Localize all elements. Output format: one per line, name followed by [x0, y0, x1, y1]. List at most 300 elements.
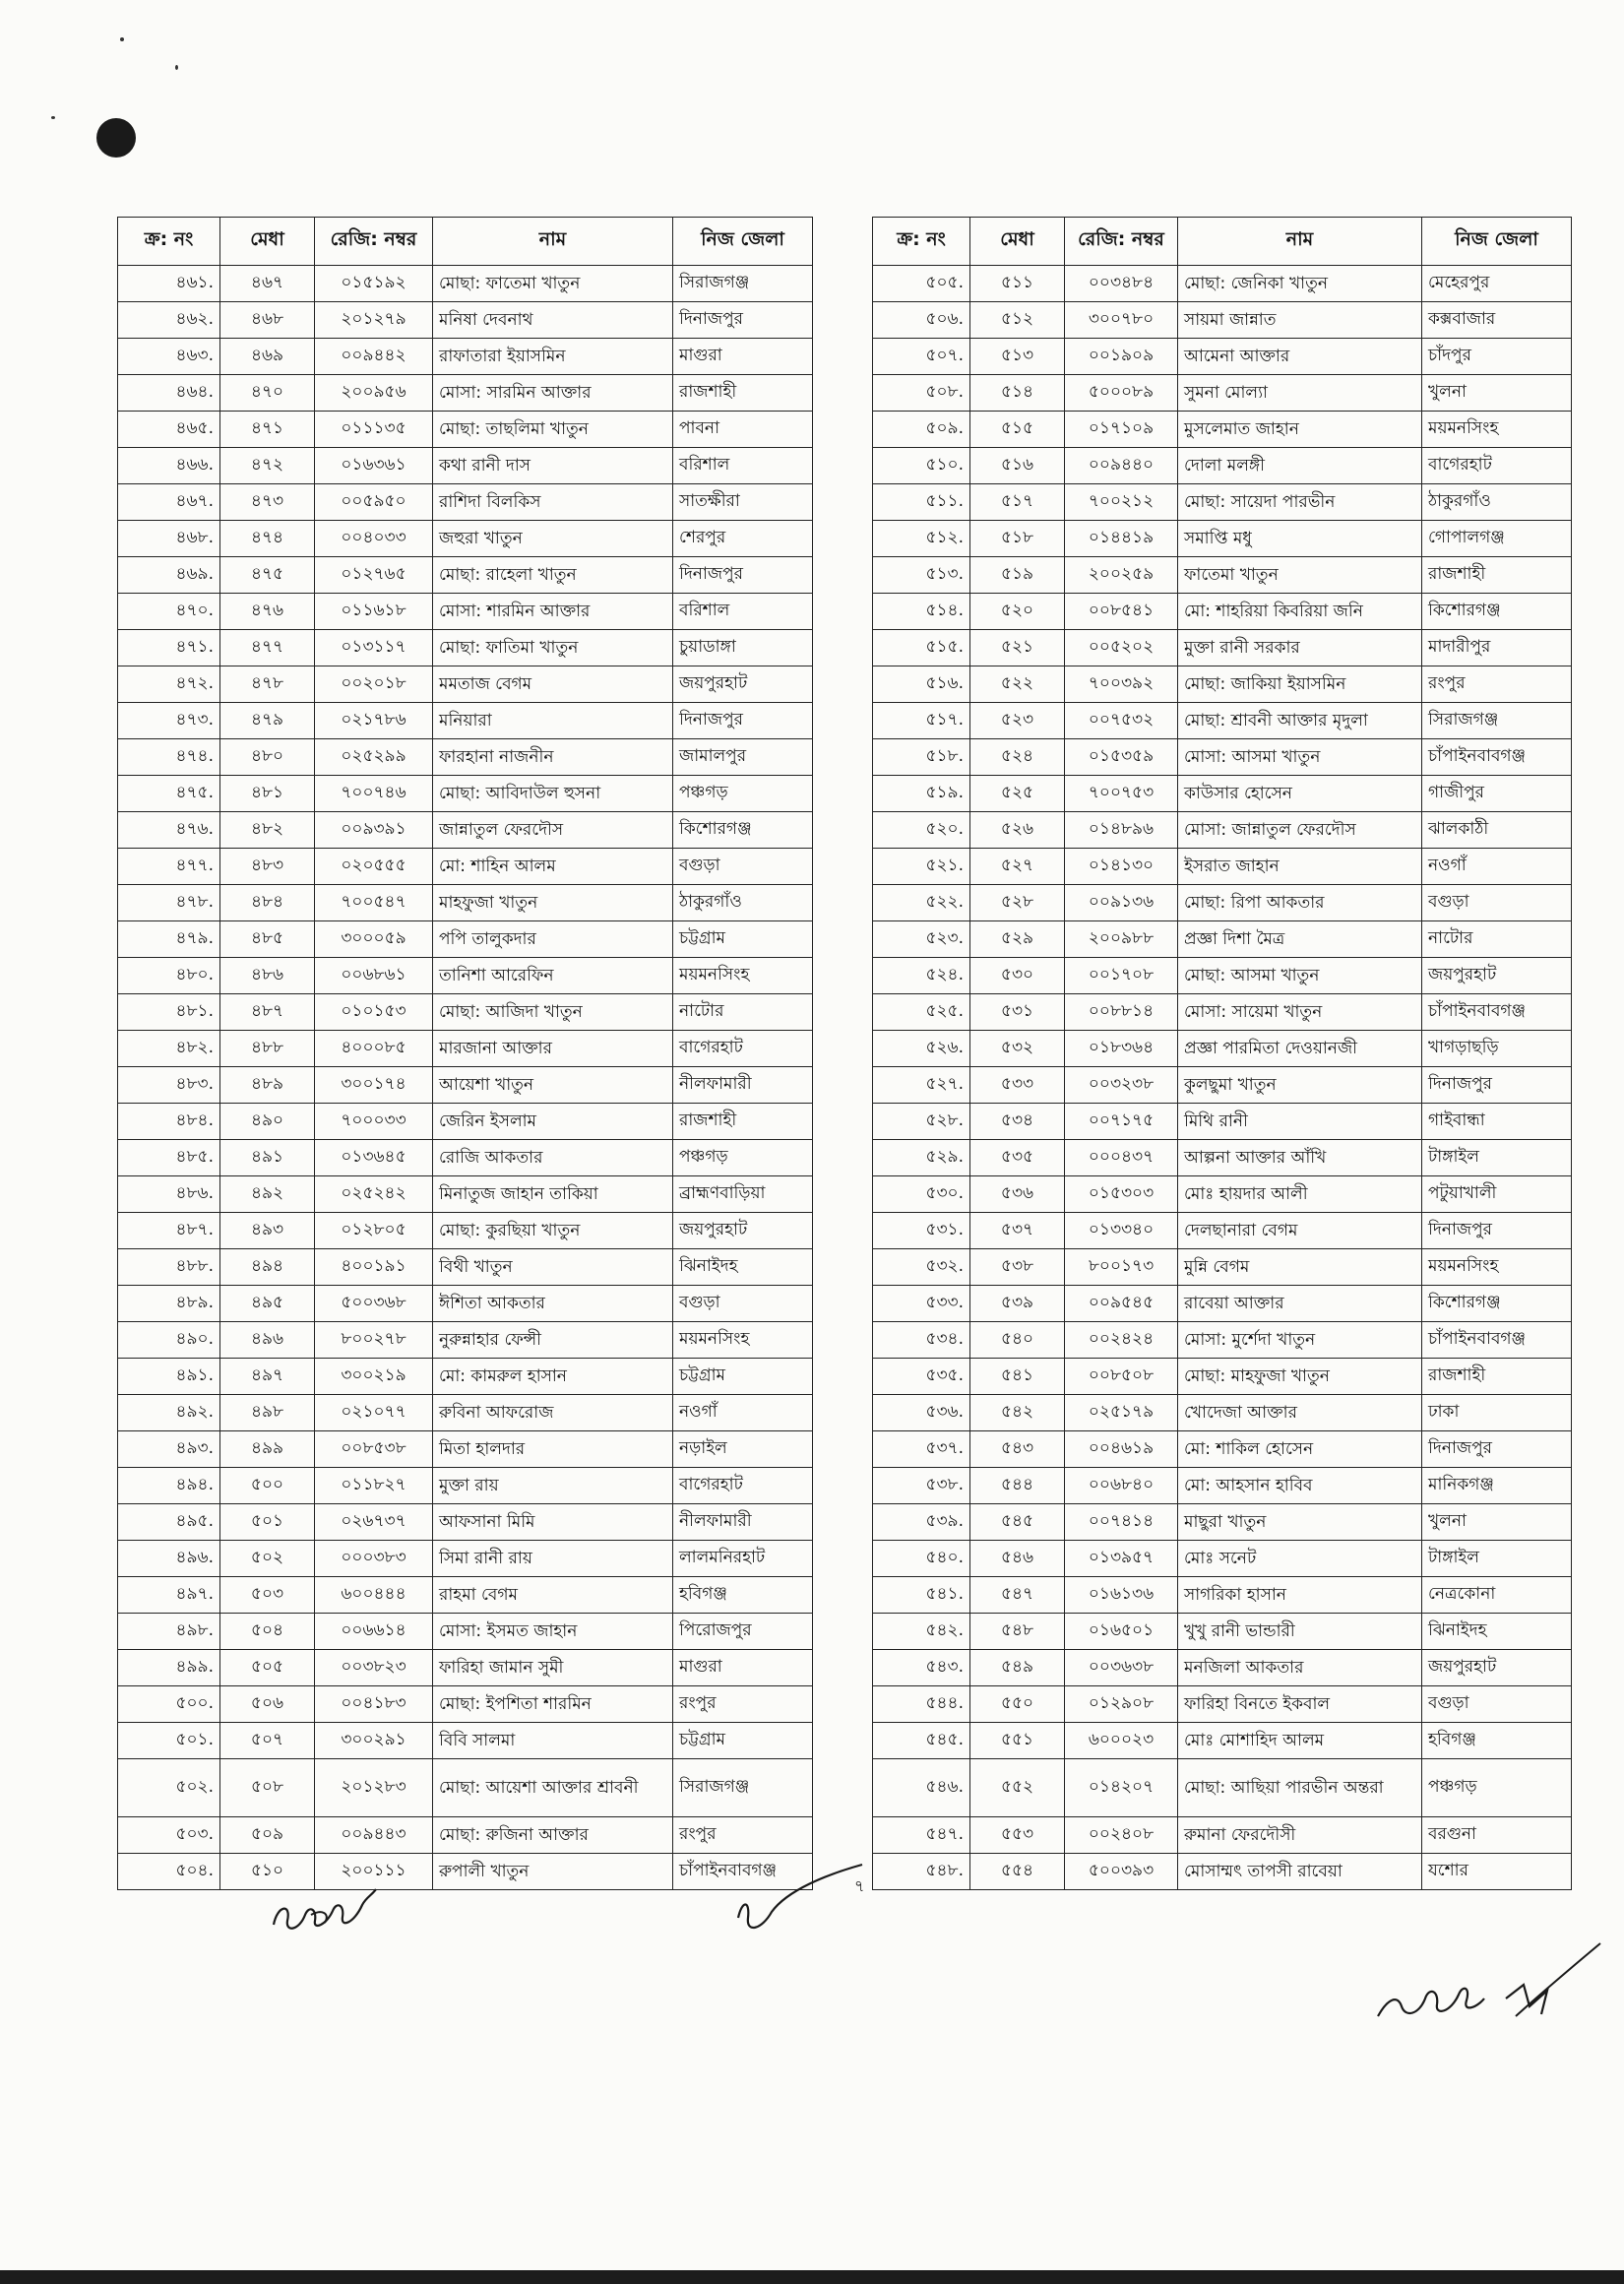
cell-merit: ৪৭৮: [220, 666, 315, 703]
table-row: [118, 375, 813, 412]
cell-name: মমতাজ বেগম: [433, 666, 673, 703]
cell-serial: ৫০৬.: [873, 302, 970, 339]
cell-registration: ০১২৮০৫: [315, 1213, 433, 1249]
cell-serial: ৪৬৫.: [118, 412, 220, 448]
cell-merit: ৪৮৫: [220, 921, 315, 958]
cell-name: তানিশা আরেফিন: [433, 958, 673, 994]
cell-serial: ৪৮৭.: [118, 1213, 220, 1249]
cell-district: বাগেরহাট: [1422, 448, 1572, 484]
cell-name: আফসানা মিমি: [433, 1504, 673, 1541]
cell-merit: ৫৫৪: [970, 1854, 1065, 1890]
cell-merit: ৪৯৪: [220, 1249, 315, 1286]
cell-district: ময়মনসিংহ: [673, 958, 813, 994]
cell-serial: ৪৭৪.: [118, 739, 220, 776]
cell-name: মোঃ সনেট: [1178, 1541, 1422, 1577]
cell-serial: ৫২৭.: [873, 1067, 970, 1104]
cell-serial: ৪৭৫.: [118, 776, 220, 812]
table-row: [873, 1322, 1572, 1359]
header-district: নিজ জেলা: [1422, 218, 1572, 266]
cell-name: মোছা: ইপশিতা শারমিন: [433, 1686, 673, 1723]
scan-speck: [175, 65, 178, 70]
cell-district: বগুড়া: [673, 1286, 813, 1322]
table-row: [873, 1431, 1572, 1468]
cell-district: জয়পুরহাট: [1422, 1650, 1572, 1686]
cell-name: ফারিহা বিনতে ইকবাল: [1178, 1686, 1422, 1723]
cell-serial: ৫০৯.: [873, 412, 970, 448]
table-row: [118, 484, 813, 521]
cell-registration: ০০৮৫৪১: [1065, 594, 1178, 630]
cell-registration: ৩০০৭৮০: [1065, 302, 1178, 339]
cell-name: সায়মা জান্নাত: [1178, 302, 1422, 339]
cell-serial: ৫২১.: [873, 849, 970, 885]
table-row: [873, 739, 1572, 776]
cell-district: ঝিনাইদহ: [1422, 1614, 1572, 1650]
header-name: নাম: [433, 218, 673, 266]
cell-name: মোছা: সায়েদা পারভীন: [1178, 484, 1422, 521]
cell-serial: ৪৭০.: [118, 594, 220, 630]
cell-district: গোপালগঞ্জ: [1422, 521, 1572, 557]
cell-district: ব্রাহ্মণবাড়িয়া: [673, 1176, 813, 1213]
cell-registration: ০২৫২৪২: [315, 1176, 433, 1213]
cell-registration: ০১১৮২৭: [315, 1468, 433, 1504]
cell-serial: ৫০৫.: [873, 266, 970, 302]
cell-merit: ৪৭৪: [220, 521, 315, 557]
cell-district: যশোর: [1422, 1854, 1572, 1890]
cell-district: বরগুনা: [1422, 1817, 1572, 1854]
table-row: [873, 1286, 1572, 1322]
cell-name: দেলছানারা বেগম: [1178, 1213, 1422, 1249]
cell-registration: ০১৫৩৫৯: [1065, 739, 1178, 776]
cell-name: কথা রানী দাস: [433, 448, 673, 484]
table-row: [873, 776, 1572, 812]
table-row: [118, 266, 813, 302]
cell-serial: ৫৩২.: [873, 1249, 970, 1286]
cell-registration: ০০৯১৩৬: [1065, 885, 1178, 921]
table-row: [873, 921, 1572, 958]
cell-district: নাটোর: [673, 994, 813, 1031]
cell-serial: ৪৬৮.: [118, 521, 220, 557]
table-row: [118, 1176, 813, 1213]
cell-district: ঠাকুরগাঁও: [1422, 484, 1572, 521]
cell-merit: ৫১২: [970, 302, 1065, 339]
cell-registration: ০১৪৪১৯: [1065, 521, 1178, 557]
cell-name: বিথী খাতুন: [433, 1249, 673, 1286]
cell-serial: ৫১০.: [873, 448, 970, 484]
cell-merit: ৫১৮: [970, 521, 1065, 557]
table-row: [118, 1249, 813, 1286]
table-row: [873, 812, 1572, 849]
cell-district: চাঁপাইনবাবগঞ্জ: [1422, 739, 1572, 776]
table-row: [873, 1854, 1572, 1890]
cell-merit: ৫২৩: [970, 703, 1065, 739]
cell-registration: ২০১২৮৩: [315, 1759, 433, 1817]
cell-serial: ৫০৭.: [873, 339, 970, 375]
cell-name: মোছা: জাকিয়া ইয়াসমিন: [1178, 666, 1422, 703]
cell-merit: ৫২৬: [970, 812, 1065, 849]
cell-district: বাগেরহাট: [673, 1468, 813, 1504]
cell-merit: ৫৫২: [970, 1759, 1065, 1817]
table-row: [118, 1213, 813, 1249]
header-district: নিজ জেলা: [673, 218, 813, 266]
cell-registration: ০০৪১৮৩: [315, 1686, 433, 1723]
cell-serial: ৫৩৯.: [873, 1504, 970, 1541]
cell-district: হবিগঞ্জ: [1422, 1723, 1572, 1759]
cell-merit: ৫৪৭: [970, 1577, 1065, 1614]
cell-merit: ৫১১: [970, 266, 1065, 302]
cell-serial: ৪৬৬.: [118, 448, 220, 484]
table-row: [873, 885, 1572, 921]
cell-serial: ৫১৪.: [873, 594, 970, 630]
cell-merit: ৫১৬: [970, 448, 1065, 484]
cell-district: বরিশাল: [673, 448, 813, 484]
cell-merit: ৪৭২: [220, 448, 315, 484]
cell-name: ফারহানা নাজনীন: [433, 739, 673, 776]
table-row: [118, 594, 813, 630]
table-row: [118, 1759, 813, 1817]
cell-registration: ০১৬১৩৬: [1065, 1577, 1178, 1614]
cell-serial: ৫৩১.: [873, 1213, 970, 1249]
cell-name: আল্পনা আক্তার আঁখি: [1178, 1140, 1422, 1176]
cell-district: মাদারীপুর: [1422, 630, 1572, 666]
table-row: [118, 1723, 813, 1759]
cell-district: গাজীপুর: [1422, 776, 1572, 812]
cell-district: খুলনা: [1422, 375, 1572, 412]
cell-serial: ৫৪২.: [873, 1614, 970, 1650]
cell-merit: ৫৩৮: [970, 1249, 1065, 1286]
cell-district: জয়পুরহাট: [673, 666, 813, 703]
cell-serial: ৪৬১.: [118, 266, 220, 302]
cell-name: ইসরাত জাহান: [1178, 849, 1422, 885]
cell-merit: ৪৯৮: [220, 1395, 315, 1431]
cell-name: মো: কামরুল হাসান: [433, 1359, 673, 1395]
cell-registration: ৮০০১৭৩: [1065, 1249, 1178, 1286]
cell-name: খুখু রানী ভান্ডারী: [1178, 1614, 1422, 1650]
table-row: [118, 776, 813, 812]
cell-merit: ৫৫৩: [970, 1817, 1065, 1854]
cell-registration: ০১৩৯৫৭: [1065, 1541, 1178, 1577]
cell-merit: ৫৫০: [970, 1686, 1065, 1723]
cell-registration: ০০৮৫০৮: [1065, 1359, 1178, 1395]
table-row: [118, 666, 813, 703]
signature-left: [266, 1875, 384, 1944]
cell-merit: ৫১৭: [970, 484, 1065, 521]
roster-table-right: [872, 217, 1572, 1890]
cell-merit: ৪৮৭: [220, 994, 315, 1031]
cell-name: মনিয়ারা: [433, 703, 673, 739]
cell-serial: ৫২৮.: [873, 1104, 970, 1140]
cell-district: বরিশাল: [673, 594, 813, 630]
cell-district: বগুড়া: [1422, 885, 1572, 921]
table-row: [873, 1759, 1572, 1817]
cell-serial: ৪৯৬.: [118, 1541, 220, 1577]
cell-district: ঝালকাঠী: [1422, 812, 1572, 849]
cell-name: ঈশিতা আকতার: [433, 1286, 673, 1322]
cell-registration: ৬০০০২৩: [1065, 1723, 1178, 1759]
header-merit: মেধা: [970, 218, 1065, 266]
cell-district: সিরাজগঞ্জ: [673, 1759, 813, 1817]
cell-name: মুন্নি বেগম: [1178, 1249, 1422, 1286]
cell-name: খোদেজা আক্তার: [1178, 1395, 1422, 1431]
cell-district: মানিকগঞ্জ: [1422, 1468, 1572, 1504]
table-row: [118, 1104, 813, 1140]
table-row: [118, 812, 813, 849]
cell-merit: ৫৩৪: [970, 1104, 1065, 1140]
cell-merit: ৫০৮: [220, 1759, 315, 1817]
cell-registration: ০০৭৪১৪: [1065, 1504, 1178, 1541]
cell-registration: ০০৯৩৯১: [315, 812, 433, 849]
cell-merit: ৫৩০: [970, 958, 1065, 994]
cell-registration: ৭০০৫৪৭: [315, 885, 433, 921]
cell-merit: ৪৭৭: [220, 630, 315, 666]
cell-name: মিতা হালদার: [433, 1431, 673, 1468]
cell-registration: ০০৩২৩৮: [1065, 1067, 1178, 1104]
cell-serial: ৫২০.: [873, 812, 970, 849]
cell-registration: ৩০০২১৯: [315, 1359, 433, 1395]
cell-merit: ৫১৫: [970, 412, 1065, 448]
cell-registration: ৭০০০৩৩: [315, 1104, 433, 1140]
cell-merit: ৫১৪: [970, 375, 1065, 412]
cell-serial: ৫৩৫.: [873, 1359, 970, 1395]
cell-district: জয়পুরহাট: [673, 1213, 813, 1249]
cell-merit: ৫০৪: [220, 1614, 315, 1650]
cell-registration: ৫০০০৮৯: [1065, 375, 1178, 412]
cell-serial: ৫৪৮.: [873, 1854, 970, 1890]
cell-serial: ৪৮০.: [118, 958, 220, 994]
cell-registration: ০১৩৬৪৫: [315, 1140, 433, 1176]
cell-name: মোছা: আজিদা খাতুন: [433, 994, 673, 1031]
cell-district: বগুড়া: [1422, 1686, 1572, 1723]
cell-serial: ৪৮৯.: [118, 1286, 220, 1322]
cell-registration: ০১৫৩০৩: [1065, 1176, 1178, 1213]
cell-name: কাউসার হোসেন: [1178, 776, 1422, 812]
cell-merit: ৪৮৩: [220, 849, 315, 885]
cell-registration: ০১০১৫৩: [315, 994, 433, 1031]
cell-name: মাছুরা খাতুন: [1178, 1504, 1422, 1541]
table-row: [873, 1723, 1572, 1759]
cell-merit: ৫৩২: [970, 1031, 1065, 1067]
cell-merit: ৫২৭: [970, 849, 1065, 885]
cell-name: মোসা: সারমিন আক্তার: [433, 375, 673, 412]
header-reg: রেজি: নম্বর: [315, 218, 433, 266]
cell-serial: ৪৯২.: [118, 1395, 220, 1431]
cell-merit: ৫০৫: [220, 1650, 315, 1686]
cell-serial: ৫০১.: [118, 1723, 220, 1759]
table-row: [873, 1504, 1572, 1541]
cell-district: মেহেরপুর: [1422, 266, 1572, 302]
cell-district: কক্সবাজার: [1422, 302, 1572, 339]
header-name: নাম: [1178, 218, 1422, 266]
cell-merit: ৫৪৩: [970, 1431, 1065, 1468]
cell-merit: ৫২৮: [970, 885, 1065, 921]
cell-merit: ৪৮১: [220, 776, 315, 812]
table-row: [118, 1854, 813, 1890]
cell-merit: ৪৮৯: [220, 1067, 315, 1104]
cell-registration: ৭০০৩৯২: [1065, 666, 1178, 703]
cell-registration: ০০৩৮২৩: [315, 1650, 433, 1686]
cell-registration: ২০১২৭৯: [315, 302, 433, 339]
cell-district: দিনাজপুর: [673, 557, 813, 594]
table-row: [118, 412, 813, 448]
cell-registration: ০০৪০৩৩: [315, 521, 433, 557]
cell-merit: ৪৭৫: [220, 557, 315, 594]
cell-merit: ৫১৩: [970, 339, 1065, 375]
cell-merit: ৪৬৭: [220, 266, 315, 302]
cell-serial: ৪৯৪.: [118, 1468, 220, 1504]
cell-name: রুবিনা আফরোজ: [433, 1395, 673, 1431]
cell-name: জেরিন ইসলাম: [433, 1104, 673, 1140]
cell-merit: ৫৩৯: [970, 1286, 1065, 1322]
table-row: [873, 1395, 1572, 1431]
cell-district: মাগুরা: [673, 339, 813, 375]
table-row: [873, 302, 1572, 339]
cell-serial: ৫১৮.: [873, 739, 970, 776]
table-row: [873, 1541, 1572, 1577]
table-header-row: [118, 218, 813, 266]
cell-registration: ০০৫২০২: [1065, 630, 1178, 666]
cell-district: পিরোজপুর: [673, 1614, 813, 1650]
cell-merit: ৫০৩: [220, 1577, 315, 1614]
cell-merit: ৪৭১: [220, 412, 315, 448]
cell-district: চাঁপাইনবাবগঞ্জ: [673, 1854, 813, 1890]
cell-serial: ৪৭৩.: [118, 703, 220, 739]
table-row: [873, 1213, 1572, 1249]
cell-district: রাজশাহী: [673, 375, 813, 412]
cell-name: মুক্তা রানী সরকার: [1178, 630, 1422, 666]
cell-name: মুক্তা রায়: [433, 1468, 673, 1504]
cell-serial: ৫২৪.: [873, 958, 970, 994]
cell-serial: ৪৮২.: [118, 1031, 220, 1067]
cell-serial: ৪৯৮.: [118, 1614, 220, 1650]
cell-name: পপি তালুকদার: [433, 921, 673, 958]
cell-serial: ৫৪৭.: [873, 1817, 970, 1854]
table-row: [873, 849, 1572, 885]
cell-name: ফাতেমা খাতুন: [1178, 557, 1422, 594]
cell-registration: ০০১৯০৯: [1065, 339, 1178, 375]
cell-merit: ৪৯২: [220, 1176, 315, 1213]
cell-registration: ০২০৫৫৫: [315, 849, 433, 885]
table-row: [873, 339, 1572, 375]
cell-district: দিনাজপুর: [673, 703, 813, 739]
cell-name: মোসা: শারমিন আক্তার: [433, 594, 673, 630]
cell-merit: ৫১০: [220, 1854, 315, 1890]
cell-serial: ৪৯০.: [118, 1322, 220, 1359]
cell-district: টাঙ্গাইল: [1422, 1140, 1572, 1176]
cell-name: রাফাতারা ইয়াসমিন: [433, 339, 673, 375]
cell-name: মোসা: জান্নাতুল ফেরদৌস: [1178, 812, 1422, 849]
cell-serial: ৪৭৮.: [118, 885, 220, 921]
cell-registration: ০১১১৩৫: [315, 412, 433, 448]
cell-merit: ৪৯১: [220, 1140, 315, 1176]
cell-serial: ৫১৩.: [873, 557, 970, 594]
cell-district: জয়পুরহাট: [1422, 958, 1572, 994]
cell-district: কিশোরগঞ্জ: [1422, 1286, 1572, 1322]
cell-merit: ৫৪০: [970, 1322, 1065, 1359]
cell-serial: ৫৩৩.: [873, 1286, 970, 1322]
cell-name: রোজি আকতার: [433, 1140, 673, 1176]
table-row: [118, 885, 813, 921]
table-row: [118, 703, 813, 739]
cell-name: সুমনা মোল্যা: [1178, 375, 1422, 412]
cell-merit: ৫০৭: [220, 1723, 315, 1759]
cell-district: ঢাকা: [1422, 1395, 1572, 1431]
table-row: [118, 1286, 813, 1322]
cell-merit: ৫৪৬: [970, 1541, 1065, 1577]
cell-serial: ৫০৩.: [118, 1817, 220, 1854]
table-row: [118, 1686, 813, 1723]
cell-district: দিনাজপুর: [1422, 1213, 1572, 1249]
cell-serial: ৫৪৫.: [873, 1723, 970, 1759]
table-row: [873, 594, 1572, 630]
cell-district: চাঁপাইনবাবগঞ্জ: [1422, 994, 1572, 1031]
table-row: [118, 1359, 813, 1395]
cell-serial: ৪৯৫.: [118, 1504, 220, 1541]
cell-district: লালমনিরহাট: [673, 1541, 813, 1577]
cell-serial: ৫০০.: [118, 1686, 220, 1723]
cell-name: রুমানা ফেরদৌসী: [1178, 1817, 1422, 1854]
table-row: [873, 1359, 1572, 1395]
table-row: [118, 1395, 813, 1431]
cell-district: সিরাজগঞ্জ: [1422, 703, 1572, 739]
cell-serial: ৫১২.: [873, 521, 970, 557]
table-header-row: [873, 218, 1572, 266]
cell-registration: ০০৬৬১৪: [315, 1614, 433, 1650]
cell-district: সাতক্ষীরা: [673, 484, 813, 521]
cell-serial: ৫১৬.: [873, 666, 970, 703]
cell-registration: ০০৩৬৩৮: [1065, 1650, 1178, 1686]
cell-registration: ০০২৪০৮: [1065, 1817, 1178, 1854]
cell-merit: ৪৮৮: [220, 1031, 315, 1067]
cell-district: টাঙ্গাইল: [1422, 1541, 1572, 1577]
table-row: [118, 958, 813, 994]
cell-merit: ৫৩৫: [970, 1140, 1065, 1176]
table-row: [118, 1468, 813, 1504]
cell-registration: ০২১৭৮৬: [315, 703, 433, 739]
cell-merit: ৫২০: [970, 594, 1065, 630]
cell-registration: ৭০০৭৪৬: [315, 776, 433, 812]
cell-serial: ৪৮৫.: [118, 1140, 220, 1176]
scan-speck: [51, 116, 55, 119]
cell-name: মোছা: আছিয়া পারভীন অন্তরা: [1178, 1759, 1422, 1817]
table-row: [873, 448, 1572, 484]
cell-registration: ৮০০২৭৮: [315, 1322, 433, 1359]
cell-name: সমাপ্তি মধু: [1178, 521, 1422, 557]
cell-merit: ৪৯৩: [220, 1213, 315, 1249]
cell-district: চট্টগ্রাম: [673, 1359, 813, 1395]
cell-name: মোছা: রাহেলা খাতুন: [433, 557, 673, 594]
cell-district: শেরপুর: [673, 521, 813, 557]
cell-merit: ৫২৫: [970, 776, 1065, 812]
table-row: [873, 1176, 1572, 1213]
signature-right: [1368, 1930, 1614, 2038]
cell-serial: ৪৭৭.: [118, 849, 220, 885]
cell-serial: ৪৮৮.: [118, 1249, 220, 1286]
cell-name: বিবি সালমা: [433, 1723, 673, 1759]
cell-serial: ৪৮১.: [118, 994, 220, 1031]
cell-serial: ৪৮৪.: [118, 1104, 220, 1140]
cell-registration: ৫০০৩৯৩: [1065, 1854, 1178, 1890]
cell-name: আয়েশা খাতুন: [433, 1067, 673, 1104]
cell-district: হবিগঞ্জ: [673, 1577, 813, 1614]
cell-district: রাজশাহী: [1422, 1359, 1572, 1395]
cell-merit: ৫২১: [970, 630, 1065, 666]
cell-district: বগুড়া: [673, 849, 813, 885]
cell-serial: ৪৯৯.: [118, 1650, 220, 1686]
cell-name: মোছা: জেনিকা খাতুন: [1178, 266, 1422, 302]
cell-name: মিথি রানী: [1178, 1104, 1422, 1140]
punch-hole: [96, 118, 136, 158]
cell-serial: ৫৪১.: [873, 1577, 970, 1614]
table-row: [873, 1468, 1572, 1504]
